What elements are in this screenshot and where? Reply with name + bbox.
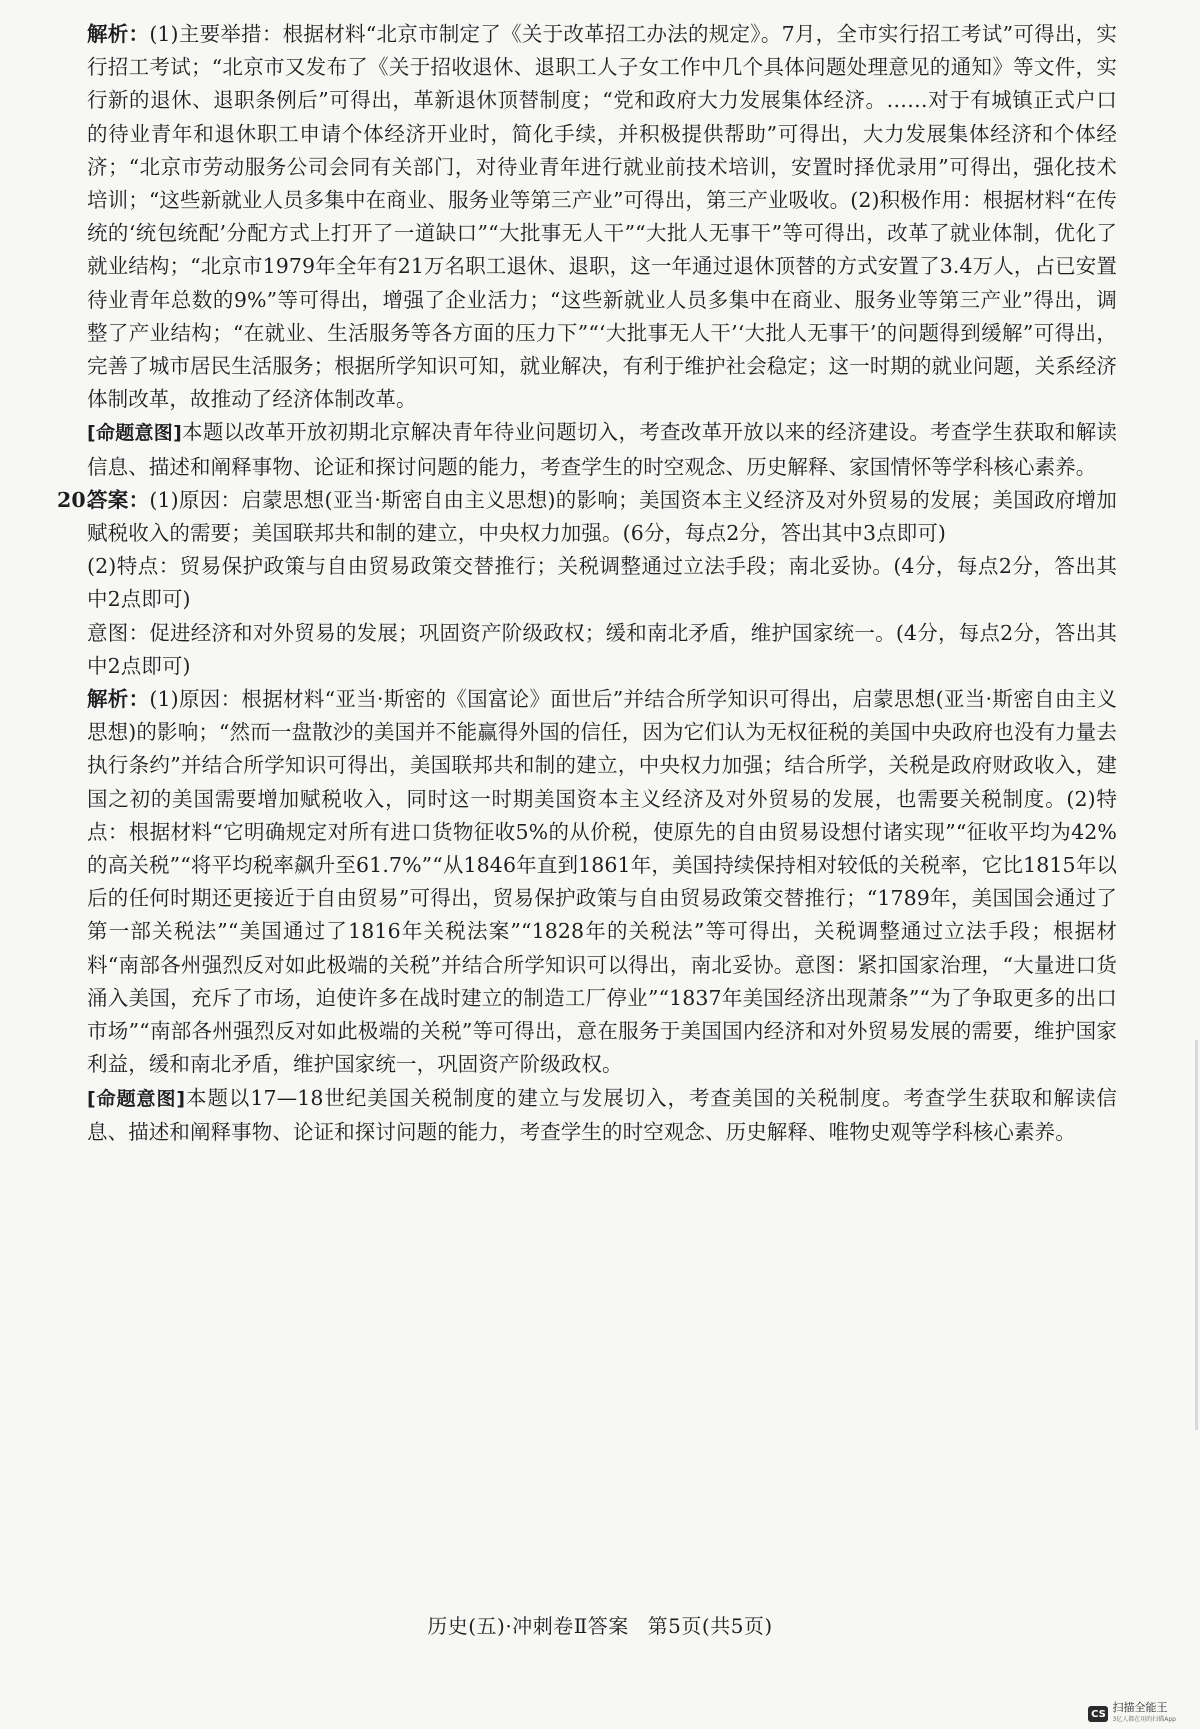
q19-intent <box>87 416 1117 483</box>
q20-analysis-text: (1)原因：根据材料“亚当·斯密的《国富论》面世后”并结合所学知识可得出，启蒙思想(亚当·斯密自由主义思想)的影响；“然而一盘散沙的美国并不能赢得外国的信任，因为它们认为无权征税的美国中央政府也没有力量去执行条约”并结合所学知识可得出，美国联邦共和制的建立，中央权力加强；结合所学，关税是政府财政收入，建国之初的美国需要增加赋税收入，同时这一时期美国资本主义经济及对外贸易的发展，也需要关税制度。(2)特点：根据材料“它明确规定对所有进口货物征收5%的从价税，使原先的自由贸易设想付诸实现”“征收平均为42%的高关税”“将平均税率飙升至61.7%”“从1846年直到1861年，美国持续保持相对较低的关税率，它比1815年以后的任何时期还更接近于自由贸易”可得出，贸易保护政策与自由贸易政策交替推行；“1789年，美国国会通过了第一部关税法”“美国通过了1816年关税法案”“1828年的关税法”等可得出，关税调整通过立法手段；根据材料“南部各州强烈反对如此极端的关税”并结合所学知识可以得出，南北妥协。意图：紧扣国家治理，“大量进口货涌入美国，充斥了市场，迫使许多在战时建立的制造工厂停业”“1837年美国经济出现萧条”“为了争取更多的出口市场”“南部各州强烈反对如此极端的关税”等可得出，意在服务于美国国内经济和对外贸易发展的需要，维护国家利益，缓和南北矛盾，维护国家统一，巩固资产阶级政权。 <box>87 687 1117 1077</box>
q20-answer-1 <box>57 484 1117 550</box>
q20-answer-label: 答案： <box>87 487 150 512</box>
q20-intent-label: [命题意图] <box>87 1087 186 1110</box>
q19-analysis <box>87 18 1117 416</box>
scrollbar[interactable] <box>1195 1040 1198 1430</box>
footer-page-number: 第5页(共5页) <box>647 1614 773 1638</box>
q19-analysis-label: 解析： <box>87 22 150 46</box>
q19-intent-text: 本题以改革开放初期北京解决青年待业问题切入，考查改革开放以来的经济建设。考查学生获取和解读信息、描述和阐释事物、论证和探讨问题的能力，考查学生的时空观念、历史解释、家国情怀等学科核心素养。 <box>87 420 1117 479</box>
q20-number: 20. <box>57 487 93 512</box>
q20-analysis <box>87 683 1117 1081</box>
camscanner-logo-icon: CS <box>1088 1706 1108 1722</box>
q19-analysis-text: (1)主要举措：根据材料“北京市制定了《关于改革招工办法的规定》。7月，全市实行招工考试”可得出，实行招工考试；“北京市又发布了《关于招收退休、退职工人子女工作中几个具体问题处理意见的通知》等文件，实行新的退休、退职条例后”可得出，革新退休顶替制度；“党和政府大力发展集体经济。……对于有城镇正式户口的待业青年和退休职工申请个体经济开业时，简化手续，并积极提供帮助”可得出，大力发展集体经济和个体经济；“北京市劳动服务公司会同有关部门，对待业青年进行就业前技术培训，安置时择优录用”可得出，强化技术培训；“这些新就业人员多集中在商业、服务业等第三产业”可得出，第三产业吸收。(2)积极作用：根据材料“在传统的‘统包统配’分配方式上打开了一道缺口”“大批事无人干”“大批人无事干”等可得出，改革了就业体制，优化了就业结构；“北京市1979年全年有21万名职工退休、退职，这一年通过退休顶替的方式安置了3.4万人，占已安置待业青年总数的9%”等可得出，增强了企业活力；“这些新就业人员多集中在商业、服务业等第三产业”得出，调整了产业结构；“在就业、生活服务等各方面的压力下”“‘大批事无人干’‘大批人无事干’的问题得到缓解”可得出，完善了城市居民生活服务；根据所学知识可知，就业解决，有利于维护社会稳定；这一时期的就业问题，关系经济体制改革，故推动了经济体制改革。 <box>87 22 1117 412</box>
watermark-name: 扫描全能王 <box>1112 1701 1168 1714</box>
q20-answer-1-text: (1)原因：启蒙思想(亚当·斯密自由主义思想)的影响；美国资本主义经济及对外贸易的发展；美国政府增加赋税收入的需要；美国联邦共和制的建立，中央权力加强。(6分，每点2分，答出其中3点即可) <box>87 487 1117 546</box>
page-footer <box>0 1610 1200 1639</box>
q20-intent <box>87 1082 1117 1149</box>
q20-intent-text: 本题以17—18世纪美国关税制度的建立与发展切入，考查美国的关税制度。考查学生获取和解读信息、描述和阐释事物、论证和探讨问题的能力，考查学生的时空观念、历史解释、唯物史观等学科核心素养。 <box>87 1085 1118 1144</box>
q20-answer-2: (2)特点：贸易保护政策与自由贸易政策交替推行；关税调整通过立法手段；南北妥协。(4分，每点2分，答出其中2点即可) <box>87 554 1117 612</box>
q20-answer-3: 意图：促进经济和对外贸易的发展；巩固资产阶级政权；缓和南北矛盾，维护国家统一。(4分，每点2分，答出其中2点即可) <box>87 620 1117 678</box>
q20-analysis-label: 解析： <box>87 687 150 712</box>
footer-subject: 历史(五)·冲刺卷Ⅱ答案 <box>427 1614 629 1638</box>
scanner-watermark <box>1088 1702 1176 1726</box>
watermark-text <box>1112 1702 1176 1726</box>
q19-intent-label: [命题意图] <box>87 422 182 445</box>
answer-page <box>57 18 1118 1149</box>
watermark-sub: 3亿人都在用的扫描App <box>1112 1716 1176 1723</box>
